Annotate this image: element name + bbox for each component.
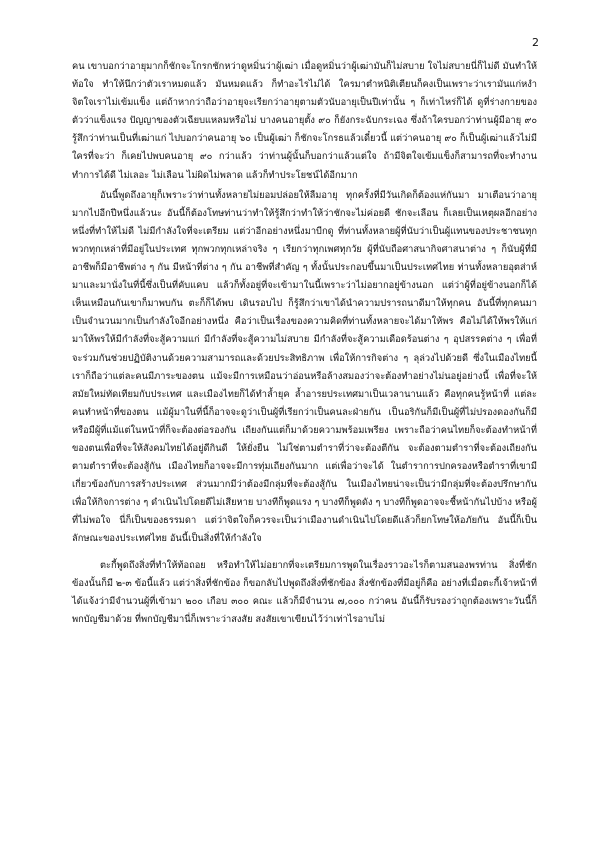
page-number: 2 bbox=[532, 36, 539, 49]
paragraph-3: ตะกี้พูดถึงสิ่งที่ทำให้ท้อถอย หรือทำให้ไม่อยากที่จะเตรียมการพูดในเรื่องราวอะไรก็ตามสนองพรท่าน สิ่งที่ชักข้องนั้นก็มี ๒-๓ ข้อนี้แล้ว แต่ว่าสิ่งที่ชักข้อง ก็ขอกลับไปพูดถึงสิ่งที่ชักข้อง สิ่งชักข้องที่มีอยู่ก็คือ อย่างที่เมื่อตะกี้เจ้าหน้าที่ได้แจ้งว่ามีจำนวนผู้ที่เข้ามา ๒๐๐ เกือบ ๓๐๐ คณะ แล้วก็มีจำนวน ๗,๐๐๐ กว่าคน อันนี้ก็รับรองว่าถูกต้องเพราะวันนี้ก็พกบัญชีมาด้วย ที่พกบัญชีมานี่ก็เพราะว่าสงสัย สงสัยเขาเขียนไว้ว่าเท่าไรอาบไม่ bbox=[72, 559, 537, 625]
paragraph-2: อันนี้พูดถึงอายุก็เพราะว่าท่านทั้งหลายไม่ยอมปล่อยให้ลืมอายุ ทุกครั้งที่มีวันเกิดก็ต้องแห่กันมา มาเตือนว่าอายุมากไปอีกปีหนึ่งแล้วนะ อันนี้ก็ต้องโทษท่านว่าทำให้รู้สึกว่าทำให้ว่าชักจะไม่ค่อยดี ชักจะเลือน ก็เลยเป็นเหตุผลอีกอย่างหนึ่งที่ทำให้ไม่ดี ไม่มีกำลังใจที่จะเตรียม แต่ว่าอีกอย่างหนึ่งมาบีกดู ที่ท่านทั้งหลายผู้ที่นับว่าเป็นผู้แทนของประชาชนทุกพวกทุกเหล่าที่มีอยู่ในประเทศ ทุกพวกทุกเหล่าจริง ๆ เรียกว่าทุกเพศทุกวัย ผู้ที่นับถือศาสนากิจศาสนาต่าง ๆ ก็นับผู้ที่มีอาชีพก็มีอาชีพต่าง ๆ กัน มีหน้าที่ต่าง ๆ กัน อาชีพที่สำคัญ ๆ ทั้งนั้นประกอบขึ้นมาเป็นประเทศไทย ท่านทั้งหลายอุตส่าห์มาและมานั่งในที่นี้ซึ่งเป็นที่คับแคบ แล้วก็ทั้งอยู่ที่จะเข้ามาในนี้เพราะว่าไม่อยากอยู่ข้างนอก แต่ว่าผู้ที่อยู่ข้างนอกก็ได้เห็นเหมือนกันเขาก็มาพบกัน ตะก็ก็ได้พบ เดินรอบไป ก็รู้สึกว่าเขาได้นำความปรารถนาดีมาให้ทุกคน อันนี้ที่ทุกคนมาเป็นจำนวนมากเป็นกำลังใจอีกอย่างหนึ่ง คือว่าเป็นเรื่องของความคิดที่ท่านทั้งหลายจะได้มาให้พร คือไม่ได้ให้พรให้แก่ มาให้พรให้มีกำลังที่จะสู้ความแก่ มีกำลังที่จะสู้ความไม่สบาย มีกำลังที่จะสู้ความเดือดร้อนต่าง ๆ อุปสรรคต่าง ๆ เพื่อที่จะร่วมกันช่วยปฏิบัติงานด้วยความสามารถและด้วยประสิทธิภาพ เพื่อให้การกิจต่าง ๆ ลุล่วงไปด้วยดี ซึ่งในเมืองไทยนี้เราก็ถือว่าแต่ละคนมีภาระของตน แม้จะมีการเหมือนว่าอ่อนหรือล้างสมองว่าจะต้องทำอย่างไม่นอยู่อย่างนี้ เพื่อที่จะให้สมัยใหม่ทัดเทียมกับประเทศ และเมืองไทยก็ได้ทำล้ำยุค ล้ำอารยประเทศมาเป็นเวลานานแล้ว คือทุกคนรู้หน้าที่ แต่ละคนทำหน้าที่ของตน แม้ผู้มาในที่นี้ก็อาจจะดูว่าเป็นผู้ที่เรียกว่าเป็นคนละฝ่ายกัน เป็นอริกันก็มีเป็นผู้ที่ไม่ปรองดองกันก็มีหรือมีผู้ที่แม้แต่ในหน้าที่ก็จะต้องต่อรองกัน เถียงกันแต่ก็มาด้วยความพร้อมเพรียง เพราะถือว่าคนไทยก็จะต้องทำหน้าที่ของตนเพื่อที่จะให้สังคมไทยได้อยู่ดีกินดี ให้ยั่งยืน ไม่ใช่ตามตำราที่ว่าจะต้องตีกัน จะต้องตามตำราที่จะต้องเถียงกัน ตามตำราที่จะต้องสู้กัน เมืองไทยก็อาจจะมีการทุ่มเถียงกันมาก แต่เพื่อว่าจะได้ ในตำราการปกครองหรือตำราที่เขามีเกี่ยวข้องกับการสร้างประเทศ ส่วนมากมีว่าต้องมีกลุ่มที่จะต้องสู้กัน ในเมืองไทยน่าจะเป็นว่ามีกลุ่มที่จะต้องปรึกษากัน เพื่อให้กิจการต่าง ๆ ดำเนินไปโดยดีไม่เสียหาย บางทีก็พูดแรง ๆ บางทีก็พูดดัง ๆ บางทีก็พูดอาจจะชี้หน้ากันไปบ้าง หรือผู้ที่ไม่พอใจ นี่ก็เป็นของธรรมดา แต่ว่าจิตใจก็ควรจะเป็นว่าเมืองานดำเนินไปโดยดีแล้วก็ยกโทษให้อภัยกัน อันนี้ก็เป็นลักษณะของประเทศไทย อันนี้เป็นสิ่งที่ให้กำลังใจ bbox=[72, 189, 537, 545]
document-body bbox=[72, 58, 537, 631]
paragraph-1: คน เขาบอกว่าอายุมากก็ชักจะโกรกชักหว่าดูหมิ่นว่าผู้เฒ่า เมื่อดูหมิ่นว่าผู้เฒ่ามันก็ไม่สบาย ใจไม่สบายนี่ก็ไม่ดี มันทำให้ท้อใจ ทำให้นึกว่าตัวเราหมดแล้ว มันหมดแล้ว ก็ทำอะไรไม่ได้ ใครมาตำหนิติเตียนก็คงเป็นเพราะว่าเรามันแก่หงำ จิตใจเราไม่เข้มแข็ง แต่ถ้าหากว่าถือว่าอายุจะเรียกว่าอายุตามตัวนับอายุเป็นปีเท่านั้น ๆ ก็เท่าไหร่ก็ได้ ดูที่ร่างกายของตัวว่าแข็งแรง ปัญญาของตัวเฉียบแหลมหรือไม่ บางคนอายุตั้ง ๙๐ ก็ยังกระฉับกระเฉง ซึ่งถ้าใครบอกว่าท่านผู้มีอายุ ๙๐ รู้สึกว่าท่านเป็นที่เฒ่าแก่ ไปบอกว่าคนอายุ ๖๐ เป็นผู้เฒ่า ก็ชักจะโกรธแล้วเดี๋ยวนี้ แต่ว่าคนอายุ ๙๐ ก็เป็นผู้เฒ่าแล้วไม่มีใครที่จะว่า ก็เคยไปพบคนอายุ ๙๐ กว่าแล้ว ว่าท่านผู้นั้นก็บอกว่าแล้วแต่ใจ ถ้ามีจิตใจเข้มแข็งก็สามารถที่จะทำงานทำการได้ดี ไม่เลอะ ไม่เลือน ไม่ผิดไม่พลาด แล้วก็ทำประโยชน์ได้อีกมาก bbox=[72, 61, 537, 181]
